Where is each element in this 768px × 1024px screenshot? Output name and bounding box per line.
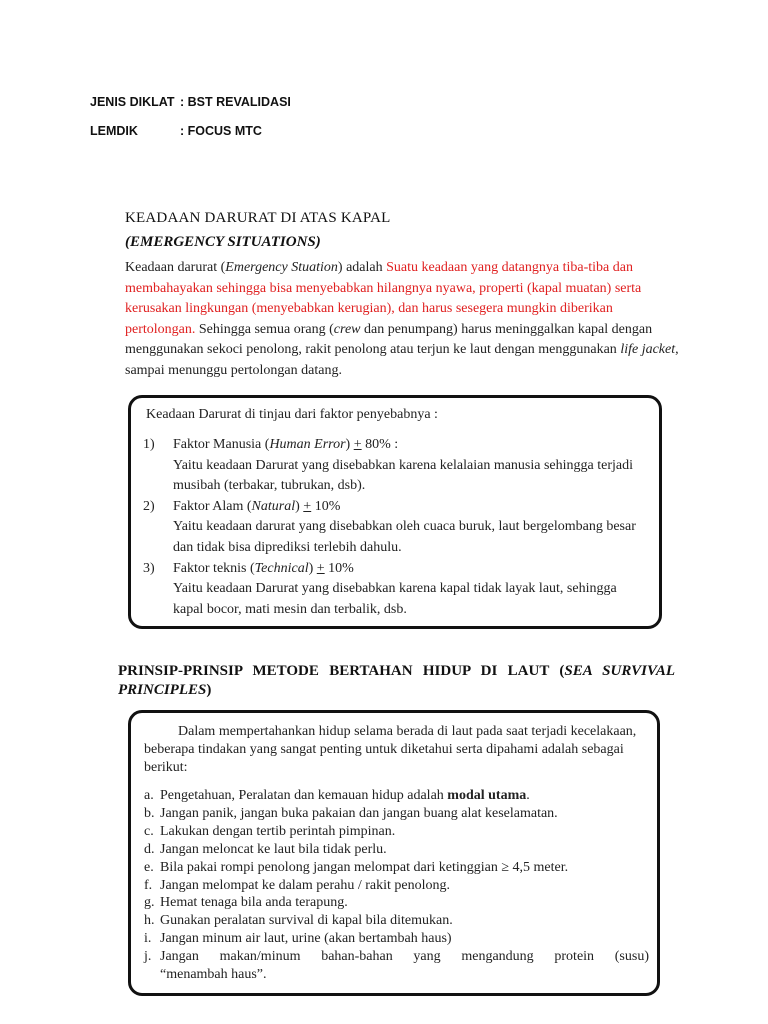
list-item xyxy=(143,435,648,497)
section1-subtitle: (EMERGENCY SITUATIONS) xyxy=(125,234,321,250)
item-letter: j. xyxy=(144,949,152,965)
item-text: Pengetahuan, Peralatan dan kemauan hidup adalah xyxy=(160,788,448,803)
list-item xyxy=(144,894,649,912)
item-text: ) xyxy=(308,560,317,576)
section1-title: KEADAAN DARURAT DI ATAS KAPAL xyxy=(125,210,391,226)
item-percent: 80% : xyxy=(361,437,399,452)
title-text: PRINSIP-PRINSIP METODE BERTAHAN HIDUP DI LAUT ( xyxy=(118,663,565,679)
item-text: Faktor Alam ( xyxy=(173,498,252,514)
jenis-diklat-label: JENIS DIKLAT xyxy=(90,95,175,109)
item-description: Yaitu keadaan darurat yang disebabkan oleh cuaca buruk, laut bergelombang besar dan tidak bisa diprediksi terlebih dahulu. xyxy=(173,519,636,555)
item-description: Yaitu keadaan Darurat yang disebabkan karena kelalaian manusia sehingga terjadi musibah (terbakar, tubrukan, dsb). xyxy=(173,457,634,494)
item-text: “menambah haus”. xyxy=(160,967,267,983)
list-item xyxy=(143,559,648,621)
item-letter: a. xyxy=(144,788,154,803)
item-letter: d. xyxy=(144,841,155,857)
list-item xyxy=(144,948,649,984)
list-item xyxy=(144,823,649,841)
list-item xyxy=(144,841,649,859)
causes-list xyxy=(143,435,648,620)
item-text: Bila pakai rompi penolong jangan melompat dari ketinggian ≥ 4,5 meter. xyxy=(160,859,569,875)
para-italic: life jacket xyxy=(620,342,676,358)
item-text: Jangan panik, jangan buka pakaian dan jangan buang alat keselamatan. xyxy=(160,805,558,821)
item-italic: Technical xyxy=(254,560,309,576)
para-text: dan penumpang) harus meninggalkan kapal dengan menggunakan sekoci penolong, rakit penolong atau terjun ke laut dengan menggunakan xyxy=(125,321,653,358)
item-number: 3) xyxy=(143,560,155,576)
section2-title xyxy=(118,660,675,682)
item-text: ) xyxy=(345,437,354,452)
item-text: . xyxy=(526,788,530,803)
item-text: Jangan meloncat ke laut bila tidak perlu. xyxy=(160,841,387,857)
title-italic: SEA SURVIVAL xyxy=(564,663,675,679)
lemdik-value: : FOCUS MTC xyxy=(180,124,262,138)
item-letter: g. xyxy=(144,895,155,911)
list-item xyxy=(144,912,649,930)
item-text: Hemat tenaga bila anda terapung. xyxy=(160,895,348,911)
para-italic: crew xyxy=(333,321,361,337)
item-letter: c. xyxy=(144,823,154,839)
title-text: ) xyxy=(206,682,212,698)
item-text: ) xyxy=(295,498,304,514)
para-text: Sehingga semua orang ( xyxy=(195,321,334,337)
item-letter: e. xyxy=(144,859,154,875)
list-item xyxy=(143,497,648,559)
item-letter: f. xyxy=(144,877,153,893)
plus-minus: + xyxy=(303,498,312,514)
list-item xyxy=(144,787,649,805)
item-text: Faktor Manusia ( xyxy=(173,437,270,452)
para-text: , sampai menunggu pertolongan datang. xyxy=(125,342,679,378)
item-percent: 10% xyxy=(324,560,354,576)
para-italic: Emergency Stuation xyxy=(225,260,338,275)
lemdik-row xyxy=(90,124,262,138)
item-text: Jangan melompat ke dalam perahu / rakit penolong. xyxy=(160,877,451,893)
list-item xyxy=(144,859,649,877)
list-item xyxy=(144,805,649,823)
item-description: Yaitu keadaan Darurat yang disebabkan karena kapal tidak layak laut, sehingga kapal bocor, mati mesin dan terbalik, dsb. xyxy=(173,581,617,617)
principles-list xyxy=(144,787,649,984)
lemdik-label: LEMDIK xyxy=(90,124,138,138)
list-item xyxy=(144,930,649,948)
plus-minus: + xyxy=(316,560,325,576)
plus-minus: + xyxy=(353,437,362,452)
item-text: Lakukan dengan tertib perintah pimpinan. xyxy=(160,823,396,839)
item-percent: 10% xyxy=(311,498,341,514)
causes-box xyxy=(128,395,662,629)
item-text: Jangan makan/minum bahan-bahan yang mengandung protein (susu) xyxy=(160,949,649,965)
causes-intro: Keadaan Darurat di tinjau dari faktor penyebabnya : xyxy=(146,407,438,422)
item-number: 2) xyxy=(143,498,155,514)
item-text: Gunakan peralatan survival di kapal bila ditemukan. xyxy=(160,913,453,929)
title-italic: PRINCIPLES xyxy=(118,682,207,698)
jenis-diklat-row xyxy=(90,95,291,109)
item-number: 1) xyxy=(143,437,155,452)
item-bold: modal utama xyxy=(447,788,527,803)
principles-box xyxy=(128,710,660,996)
para-text: ) adalah xyxy=(337,260,387,275)
item-italic: Human Error xyxy=(269,437,346,452)
principles-intro: Dalam mempertahankan hidup selama berada di laut pada saat terjadi kecelakaan, beberapa tindakan yang sangat penting untuk diketahui serta dipahami adalah sebagai berikut: xyxy=(144,724,637,775)
list-item xyxy=(144,877,649,895)
item-text: Jangan minum air laut, urine (akan bertambah haus) xyxy=(160,931,452,947)
jenis-diklat-value: : BST REVALIDASI xyxy=(180,95,291,109)
item-letter: h. xyxy=(144,913,155,929)
item-italic: Natural xyxy=(251,498,296,514)
item-text: Faktor teknis ( xyxy=(173,560,255,576)
para-text: Keadaan darurat ( xyxy=(125,260,226,275)
section1-paragraph xyxy=(125,258,680,382)
para-highlight: Suatu keadaan yang datangnya tiba-tiba dan membahayakan sehingga bisa menyebabkan hilangnya nyawa, properti (kapal muatan) serta kerusakan lingkungan (menyebabkan kerugian), dan harus sesegera mungkin diberikan pertolongan. xyxy=(125,260,642,337)
section2-title-cont xyxy=(118,682,211,699)
item-letter: i. xyxy=(144,931,152,947)
item-letter: b. xyxy=(144,805,155,821)
